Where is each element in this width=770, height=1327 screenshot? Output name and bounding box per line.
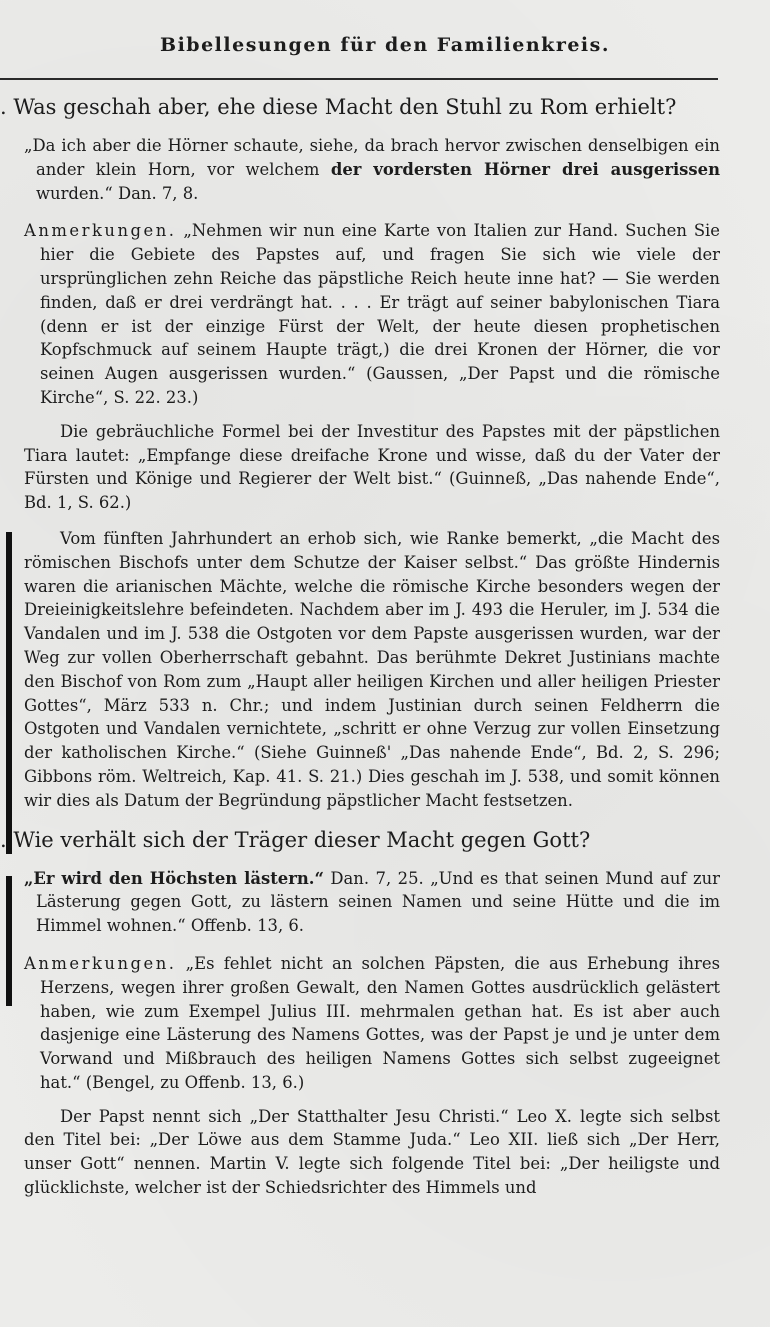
scripture-answer xyxy=(0,134,720,205)
question-heading: . Was geschah aber, ehe diese Macht den Stuhl zu Rom erhielt? xyxy=(0,95,677,119)
commentary-paragraph: Die gebräuchliche Formel bei der Investitur des Papstes mit der päpstlichen Tiara lautet: „Empfange diese dreifache Krone und wisse, daß du der Vater der Fürsten und Könige und Regierer der Welt bist.“ (Guinneß, „Das nahende Ende“, Bd. 1, S. 62.) xyxy=(24,421,720,513)
answer-emphasis: „Er wird den Höchsten lästern.“ xyxy=(24,868,324,888)
running-header: Bibellesungen für den Familienkreis. xyxy=(160,34,610,56)
scripture-answer xyxy=(0,867,720,938)
page-body xyxy=(0,92,720,1212)
notes-label: Anmerkungen. xyxy=(24,221,177,241)
notes-text: „Nehmen wir nun eine Karte von Italien zur Hand. Suchen Sie hier die Gebiete des Papstes auf, und fragen Sie sich wie viele der ursprünglichen zehn Reiche das päpstliche Reich heute inne hat? — Sie werden finden, daß er drei verdrängt hat. . . . Er trägt auf seiner babylonischen Tiara (denn er ist der einzige Fürst der Welt, der heute diesen prophetischen Kopfschmuck auf seinem Haupte trägt,) die drei Kronen der Hörner, die vor seinen Augen ausgerissen wurden.“ (Gaussen, „Der Papst und die römische Kirche“, S. 22. 23.) xyxy=(40,221,720,407)
answer-emphasis: der vordersten Hörner drei ausgerissen xyxy=(330,159,720,179)
commentary-paragraph: Der Papst nennt sich „Der Statthalter Jesu Christi.“ Leo X. legte sich selbst den Titel bei: „Der Löwe aus dem Stamme Juda.“ Leo XII. ließ sich „Der Herr, unser Gott“ nennen. Martin V. legte sich folgende Titel bei: „Der heiligste und glücklichste, welcher ist der Schiedsrichter des Himmels und xyxy=(24,1106,720,1198)
notes-paragraph xyxy=(0,219,720,409)
notes-paragraph xyxy=(0,952,720,1095)
notes-label: Anmerkungen. xyxy=(24,953,177,973)
question-heading: . Wie verhält sich der Träger dieser Macht gegen Gott? xyxy=(0,827,591,852)
header-rule xyxy=(0,78,718,80)
answer-text: wurden.“ Dan. 7, 8. xyxy=(36,183,199,203)
commentary-paragraph: Vom fünften Jahrhundert an erhob sich, wie Ranke bemerkt, „die Macht des römischen Bischofs unter dem Schutze der Kaiser selbst.“ Das größte Hindernis waren die arianischen Mächte, welche die römische Kirche besonders wegen der Dreieinigkeitslehre befeindeten. Nachdem aber im J. 493 die Heruler, im J. 534 die Vandalen und im J. 538 die Ostgoten vor dem Papste ausgerissen wurden, war der Weg zur vollen Oberherrschaft gebahnt. Das berühmte Dekret Justinians machte den Bischof von Rom zum „Haupt aller heiligen Kirchen und aller heiligen Priester Gottes“, März 533 n. Chr.; und indem Justinian durch seinen Feldherrn die Ostgoten und Vandalen vernichtete, „schritt er ohne Verzug zur vollen Einsetzung der katholischen Kirche.“ (Siehe Guinneß' „Das nahende Ende“, Bd. 2, S. 296; Gibbons röm. Weltreich, Kap. 41. S. 21.) Dies geschah im J. 538, und somit können wir dies als Datum der Begründung päpstlicher Macht festsetzen. xyxy=(24,528,720,810)
notes-text: „Es fehlet nicht an solchen Päpsten, die aus Erhebung ihres Herzens, wegen ihrer großen Gewalt, den Namen Gottes ausdrücklich gelästert haben, wie zum Exempel Julius III. mehrmalen gethan hat. Es ist aber auch dasjenige eine Lästerung des Namens Gottes, was der Papst je und je unter dem Vorwand und Mißbrauch des heiligen Namens Gottes sich selbst zugeeignet hat.“ (Bengel, zu Offenb. 13, 6.) xyxy=(40,953,720,1092)
answer-text: Dan. 7, 25. „Und es that seinen Mund auf zur Lästerung gegen Gott, zu lästern seinen Namen und seine Hütte und die im Himmel wohnen.“ Offenb. 13, 6. xyxy=(36,868,720,936)
answer-text: „Da ich aber die Hörner schaute, siehe, da brach hervor zwischen denselbigen ein ander klein Horn, vor welchem xyxy=(24,136,720,179)
